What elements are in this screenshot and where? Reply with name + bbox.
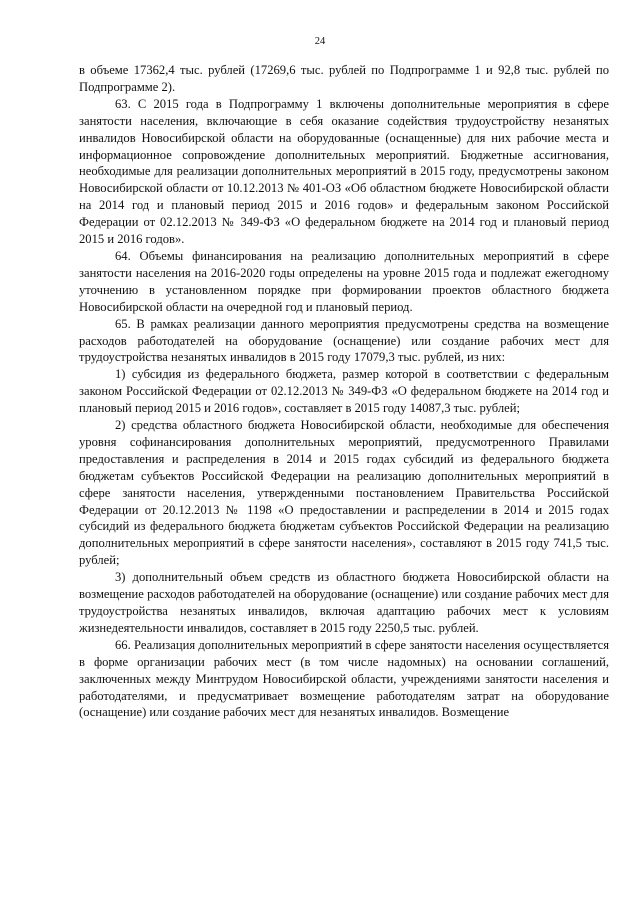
document-body — [79, 62, 609, 721]
paragraph-63: 63. С 2015 года в Подпрограмму 1 включены дополнительные мероприятия в сфере занятости населения, включающие в себя оказание содействия трудоустройству незанятых инвалидов Новосибирской области на оборудованные (оснащенные) для них рабочие места и информационное сопровождение дополнительных мероприятий. Бюджетные ассигнования, необходимые для реализации дополнительных мероприятий в 2015 году, предусмотрены законом Новосибирской области от 10.12.2013 № 401-ОЗ «Об областном бюджете Новосибирской области на 2014 год и плановый период 2015 и 2016 годов» и федеральным законом Российской Федерации от 02.12.2013 № 349-ФЗ «О федеральном бюджете на 2014 год и плановый период 2015 и 2016 годов». — [79, 96, 609, 247]
paragraph-66: 66. Реализация дополнительных мероприятий в сфере занятости населения осуществляется в форме организации рабочих мест (в том числе надомных) на основании соглашений, заключенных между Минтрудом Новосибирской области, учреждениями занятости населения и работодателями, и предусматривает возмещение работодателям затрат на оборудование (оснащение) или создание рабочих мест для незанятых инвалидов. Возмещение — [79, 637, 609, 720]
paragraph-65-item-3: 3) дополнительный объем средств из областного бюджета Новосибирской области на возмещение расходов работодателей на оборудование (оснащение) или создание рабочих мест для трудоустройства незанятых инвалидов, включая адаптацию рабочих мест к условиям жизнедеятельности инвалидов, составляет в 2015 году 2250,5 тыс. рублей. — [79, 570, 609, 635]
paragraph-65-item-2: 2) средства областного бюджета Новосибирской области, необходимые для обеспечения уровня софинансирования дополнительных мероприятий, предусмотренного Правилами предоставления и распределения в 2014 и 2015 годах субсидий из федерального бюджета бюджетам субъектов Российской Федерации на реализацию дополнительных мероприятий в сфере занятости населения, утвержденными постановлением Правительства Российской Федерации от 20.12.2013 № 1198 «О предоставлении и распределении в 2014 и 2015 годах субсидий из федерального бюджета бюджетам субъектов Российской Федерации на реализацию дополнительных мероприятий в сфере занятости населения», составляют в 2015 году 741,5 тыс. рублей; — [79, 418, 609, 568]
page-number: 24 — [314, 36, 326, 47]
paragraph-64: 64. Объемы финансирования на реализацию дополнительных мероприятий в сфере занятости населения на 2016-2020 годы определены на уровне 2015 года и подлежат ежегодному уточнению в установленном порядке при формировании проектов областного бюджета Новосибирской области на очередной год и плановый период. — [79, 248, 609, 314]
paragraph-65: 65. В рамках реализации данного мероприятия предусмотрены средства на возмещение расходов работодателей на оборудование (оснащение) или создание рабочих мест для трудоустройства незанятых инвалидов в 2015 году 17079,3 тыс. рублей, из них: — [79, 316, 609, 365]
paragraph-continuation: в объеме 17362,4 тыс. рублей (17269,6 тыс. рублей по Подпрограмме 1 и 92,8 тыс. рублей по Подпрограмме 2). — [79, 63, 609, 94]
paragraph-65-item-1: 1) субсидия из федерального бюджета, размер которой в соответствии с федеральным законом Российской Федерации от 02.12.2013 № 349-ФЗ «О федеральном бюджете на 2014 год и плановый период 2015 и 2016 годов», составляет в 2015 году 14087,3 тыс. рублей; — [79, 367, 609, 416]
